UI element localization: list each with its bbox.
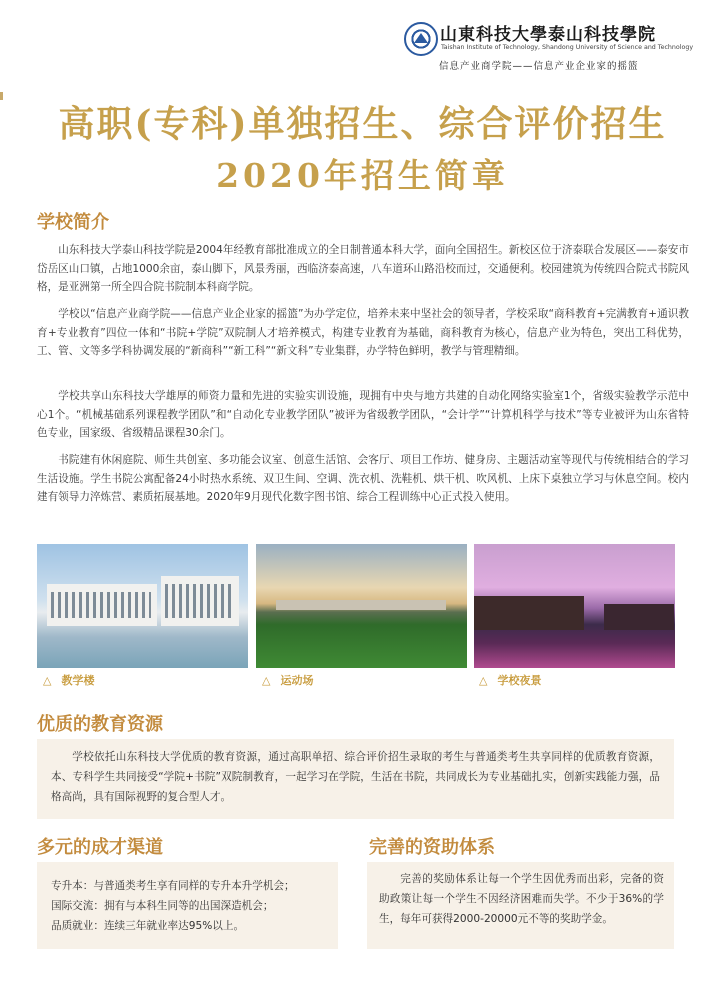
intro-paragraph-2: 学校以“信息产业商学院——信息产业企业家的摇篮”为办学定位，培养未来中坚社会的领导者，学校采取“商科教育+完满教育+通识教育+专业教育”四位一体和“书院+学院”双院制人才培养模式，构建专业教育为基础，商科教育为核心，信息产业为特色，突出工科优势，工、管、文等多学科协调发展的“新商科”“新工科”“新文科”专业集群，办学特色鲜明，教学与管理精细。	[37, 308, 689, 357]
photo-caption-1: △ 教学楼	[43, 674, 95, 687]
channels-line-1: 专升本：与普通类考生享有同样的专升本升学机会；	[51, 880, 295, 892]
triangle-marker-icon: △	[479, 674, 488, 687]
school-name-cn: 山東科技大學泰山科技學院	[440, 25, 656, 45]
channels-line-2: 国际交流：拥有与本科生同等的出国深造机会；	[51, 900, 274, 912]
aid-heading: 完善的资助体系	[369, 837, 495, 858]
resources-box	[37, 739, 674, 819]
resources-heading: 优质的教育资源	[37, 714, 163, 735]
intro-heading: 学校简介	[37, 212, 109, 233]
main-title: 高职(专科)单独招生、综合评价招生	[58, 103, 667, 145]
photo-campus-night	[474, 544, 675, 668]
photo-sports-field	[256, 544, 467, 668]
main-subtitle: 2020年招生简章	[216, 156, 509, 195]
photo-teaching-building	[37, 544, 248, 668]
page-header	[0, 0, 725, 85]
channels-heading: 多元的成才渠道	[37, 837, 163, 858]
school-slogan: 信息产业商学院——信息产业企业家的摇篮	[439, 61, 639, 72]
intro-paragraph-4: 书院建有休闲庭院、师生共创室、多功能会议室、创意生活馆、会客厅、项目工作坊、健身房、主题活动室等现代与传统相结合的学习生活设施。学生书院公寓配备24小时热水系统、双卫生间、空调、洗衣机、洗鞋机、烘干机、吹风机、上床下桌独立学习与休息空间。校内建有领导力淬炼营、素质拓展基地。2020年9月现代化数字图书馆、综合工程训练中心正式投入使用。	[37, 454, 689, 503]
channels-line-3: 品质就业：连续三年就业率达95%以上。	[51, 920, 245, 932]
intro-paragraph-3: 学校共享山东科技大学雄厚的师资力量和先进的实验实训设施，现拥有中央与地方共建的自动化网络实验室1个，省级实验教学示范中心1个。“机械基础系列课程教学团队”和“自动化专业教学团队”被评为省级教学团队，“会计学”“计算机科学与技术”等专业被评为山东省特色专业，国家级、省级精品课程30余门。	[37, 390, 689, 439]
triangle-marker-icon: △	[43, 674, 52, 687]
photo-caption-3: △ 学校夜景	[479, 674, 542, 687]
aid-box	[367, 862, 674, 949]
intro-paragraph-1: 山东科技大学泰山科技学院是2004年经教育部批准成立的全日制普通本科大学，面向全国招生。新校区位于济泰联合发展区——泰安市岱岳区山口镇，占地1000余亩，泰山脚下，风景秀丽，西临济泰高速，八车道环山路沿校而过，交通便利。校园建筑为传统四合院式书院风格，是亚洲第一所全四合院书院制本科商学院。	[37, 244, 689, 293]
aid-text: 完善的奖励体系让每一个学生因优秀而出彩，完备的资助政策让每一个学生不因经济困难而失学。不少于36%的学生，每年可获得2000-20000元不等的奖助学金。	[379, 873, 664, 925]
school-logo-icon	[404, 22, 438, 56]
photo-caption-2: △ 运动场	[262, 674, 314, 687]
channels-box	[37, 862, 338, 949]
triangle-marker-icon: △	[262, 674, 271, 687]
school-name-en: Taishan Institute of Technology, Shandong University of Science and Technology	[441, 44, 694, 51]
resources-text: 学校依托山东科技大学优质的教育资源，通过高职单招、综合评价招生录取的考生与普通类考生共享同样的优质教育资源，本、专科学生共同接受“学院+书院”双院制教育，一起学习在学院，生活在书院，共同成长为专业基础扎实，创新实践能力强，品格高尚，具有国际视野的复合型人才。	[51, 751, 660, 803]
